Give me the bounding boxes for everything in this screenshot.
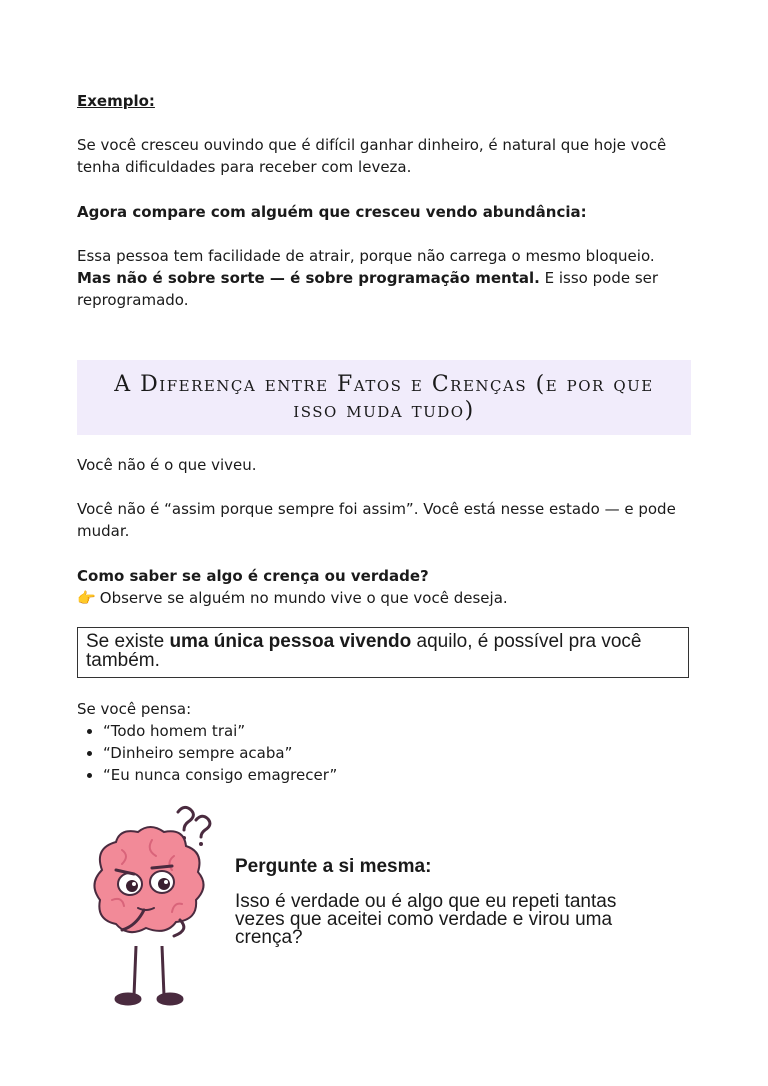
line-current-state: Você não é “assim porque sempre foi assim”. Você está nesse estado — e pode mudar. [77, 500, 676, 540]
legs-icon [116, 946, 182, 1004]
section-banner [77, 360, 691, 435]
ask-yourself-title: Pergunte a si mesma: [235, 856, 432, 877]
ask-yourself-body: Isso é verdade ou é algo que eu repeti tantas vezes que aceitei como verdade e virou uma crença? [235, 891, 617, 948]
programming-emphasis: Mas não é sobre sorte — é sobre programação mental. [77, 269, 540, 287]
observe-line [77, 587, 691, 609]
if-you-think-label: Se você pensa: [77, 700, 192, 718]
example-label: Exemplo: [77, 92, 155, 110]
brain-body-icon [94, 827, 203, 932]
question-marks-icon [178, 807, 210, 837]
list-item: • “Eu nunca consigo emagrecer” [103, 764, 337, 786]
reprogram-text: E isso pode ser reprogramado. [77, 269, 659, 309]
highlight-bold: uma única pessoa vivendo [169, 631, 412, 652]
paragraph-intro: Se você cresceu ouvindo que é difícil ganhar dinheiro, é natural que hoje você tenha dificuldades para receber com leveza. [77, 136, 667, 176]
thinking-brain-illustration [82, 800, 217, 1010]
list-item: • “Dinheiro sempre acaba” [103, 742, 337, 764]
section-title: A Diferença entre Fatos e Crenças (e por que isso muda tudo) [114, 371, 654, 423]
pointing-hand-icon: 👉 [77, 589, 96, 607]
list-item: • “Todo homem trai” [103, 720, 337, 742]
how-to-know-heading: Como saber se algo é crença ou verdade? [77, 567, 429, 585]
highlight-pre: Se existe [86, 631, 170, 652]
line-not-what-lived: Você não é o que viveu. [77, 456, 257, 474]
highlight-box [77, 627, 689, 678]
compare-heading: Agora compare com alguém que cresceu vendo abundância: [77, 203, 587, 221]
abundance-text: Essa pessoa tem facilidade de atrair, porque não carrega o mesmo bloqueio. [77, 247, 655, 265]
belief-list [77, 720, 337, 786]
highlight-post: aquilo, é possível pra você também. [86, 631, 642, 671]
observe-text: Observe se alguém no mundo vive o que você deseja. [99, 589, 508, 607]
paragraph-abundance [77, 245, 691, 311]
